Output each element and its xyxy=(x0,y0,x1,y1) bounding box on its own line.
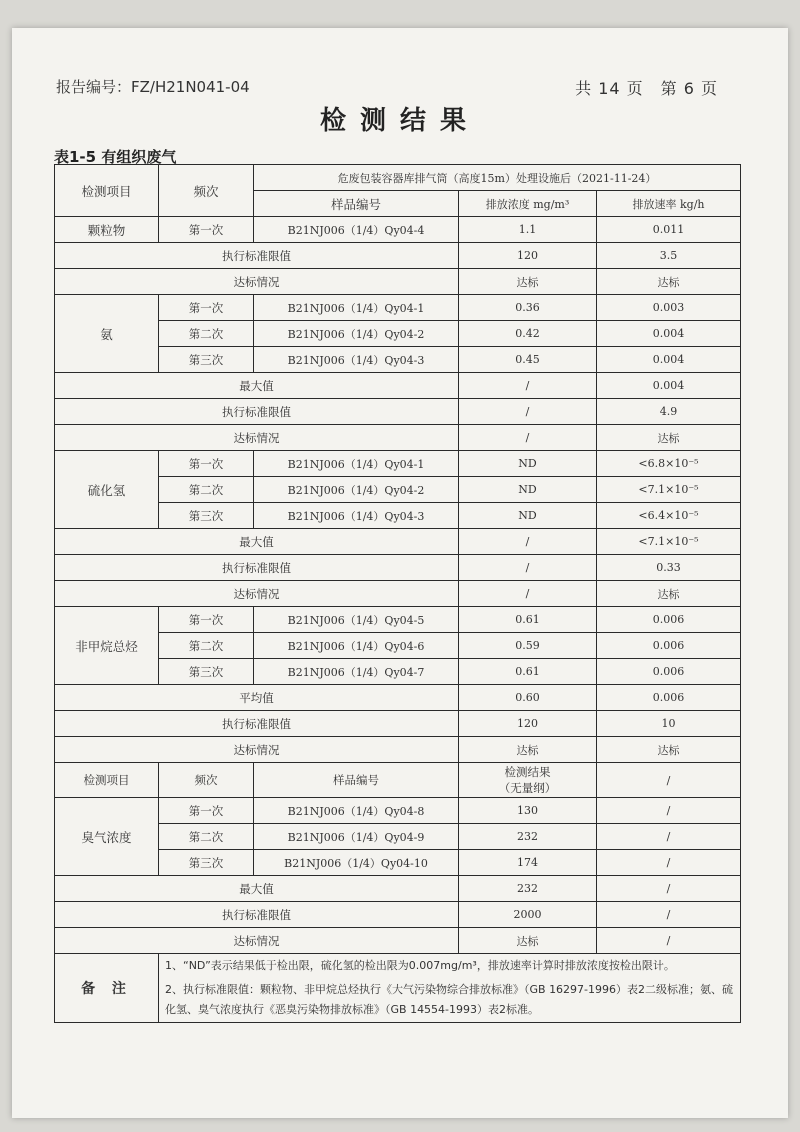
sample-id-cell: B21NJ006（1/4）Qy04-2 xyxy=(254,321,459,347)
summary-label: 执行标准限值 xyxy=(55,243,459,269)
summary-rate: 4.9 xyxy=(597,399,741,425)
summary-concentration: / xyxy=(459,555,597,581)
concentration-cell: ND xyxy=(459,503,597,529)
summary-value: 232 xyxy=(459,876,597,902)
header-frequency: 频次 xyxy=(159,165,254,217)
summary-concentration: 达标 xyxy=(459,269,597,295)
summary-row xyxy=(55,581,741,607)
frequency-cell: 第三次 xyxy=(159,503,254,529)
frequency-cell: 第三次 xyxy=(159,347,254,373)
header-concentration: 排放浓度 mg/m³ xyxy=(459,191,597,217)
summary-label: 达标情况 xyxy=(55,425,459,451)
summary-rate: 3.5 xyxy=(597,243,741,269)
report-page xyxy=(12,28,788,1118)
rate-cell: 0.006 xyxy=(597,633,741,659)
odor-header-sample-id: 样品编号 xyxy=(254,763,459,798)
summary-label: 达标情况 xyxy=(55,581,459,607)
odor-value-cell: 232 xyxy=(459,824,597,850)
summary-label: 执行标准限值 xyxy=(55,399,459,425)
pollutant-name: 氨 xyxy=(55,295,159,373)
summary-label: 达标情况 xyxy=(55,269,459,295)
summary-label: 平均值 xyxy=(55,685,459,711)
rate-cell: 0.004 xyxy=(597,347,741,373)
sample-id-cell: B21NJ006（1/4）Qy04-10 xyxy=(254,850,459,876)
summary-concentration: / xyxy=(459,373,597,399)
sample-id-cell: B21NJ006（1/4）Qy04-2 xyxy=(254,477,459,503)
frequency-cell: 第二次 xyxy=(159,477,254,503)
frequency-cell: 第一次 xyxy=(159,798,254,824)
summary-row xyxy=(55,685,741,711)
header-rate: 排放速率 kg/h xyxy=(597,191,741,217)
frequency-cell: 第一次 xyxy=(159,451,254,477)
concentration-cell: 1.1 xyxy=(459,217,597,243)
remark-line: 1、“ND”表示结果低于检出限，硫化氢的检出限为0.007mg/m³，排放速率计算时排放浓度按检出限计。 xyxy=(165,959,675,972)
remark-line: 2、执行标准限值：颗粒物、非甲烷总烃执行《大气污染物综合排放标准》（GB 16297-1996）表2二级标准；氨、硫化氢、臭气浓度执行《恶臭污染物排放标准》（GB 14554-1993）表2标准。 xyxy=(165,983,734,1016)
rate-cell: 0.006 xyxy=(597,607,741,633)
concentration-cell: 0.59 xyxy=(459,633,597,659)
frequency-cell: 第二次 xyxy=(159,633,254,659)
table-row xyxy=(55,295,741,321)
odor-summary-row xyxy=(55,876,741,902)
sample-id-cell: B21NJ006（1/4）Qy04-7 xyxy=(254,659,459,685)
summary-rate: 达标 xyxy=(597,425,741,451)
summary-row xyxy=(55,269,741,295)
rate-cell: <7.1×10⁻⁵ xyxy=(597,477,741,503)
page-count: 共 14 页 第 6 页 xyxy=(575,79,718,98)
odor-row xyxy=(55,798,741,824)
frequency-cell: 第一次 xyxy=(159,295,254,321)
rate-cell: 0.006 xyxy=(597,659,741,685)
frequency-cell: 第一次 xyxy=(159,607,254,633)
summary-rate: 0.006 xyxy=(597,685,741,711)
summary-row xyxy=(55,373,741,399)
summary-label: 最大值 xyxy=(55,529,459,555)
frequency-cell: 第一次 xyxy=(159,217,254,243)
odor-value-cell: 174 xyxy=(459,850,597,876)
sample-id-cell: B21NJ006（1/4）Qy04-5 xyxy=(254,607,459,633)
summary-rate: <7.1×10⁻⁵ xyxy=(597,529,741,555)
summary-row xyxy=(55,425,741,451)
table-row xyxy=(55,607,741,633)
concentration-cell: ND xyxy=(459,477,597,503)
concentration-cell: ND xyxy=(459,451,597,477)
frequency-cell: 第二次 xyxy=(159,824,254,850)
pollutant-name: 非甲烷总烃 xyxy=(55,607,159,685)
header-sample-id: 样品编号 xyxy=(254,191,459,217)
summary-concentration: / xyxy=(459,581,597,607)
sample-id-cell: B21NJ006（1/4）Qy04-4 xyxy=(254,217,459,243)
summary-value: 2000 xyxy=(459,902,597,928)
sample-id-cell: B21NJ006（1/4）Qy04-8 xyxy=(254,798,459,824)
odor-blank-cell: / xyxy=(597,824,741,850)
summary-row xyxy=(55,243,741,269)
sample-id-cell: B21NJ006（1/4）Qy04-6 xyxy=(254,633,459,659)
remarks-label: 备 注 xyxy=(55,954,159,1023)
summary-rate: 达标 xyxy=(597,269,741,295)
summary-concentration: 120 xyxy=(459,711,597,737)
summary-label: 最大值 xyxy=(55,876,459,902)
header-item: 检测项目 xyxy=(55,165,159,217)
summary-label: 执行标准限值 xyxy=(55,555,459,581)
sample-id-cell: B21NJ006（1/4）Qy04-1 xyxy=(254,451,459,477)
summary-row xyxy=(55,711,741,737)
summary-concentration: / xyxy=(459,399,597,425)
table-row xyxy=(55,451,741,477)
odor-summary-row xyxy=(55,902,741,928)
summary-row xyxy=(55,529,741,555)
sample-id-cell: B21NJ006（1/4）Qy04-3 xyxy=(254,503,459,529)
odor-header-blank: / xyxy=(597,763,741,798)
summary-blank: / xyxy=(597,928,741,954)
rate-cell: <6.8×10⁻⁵ xyxy=(597,451,741,477)
rate-cell: 0.004 xyxy=(597,321,741,347)
odor-header-result: 检测结果 （无量纲） xyxy=(459,763,597,798)
summary-row xyxy=(55,737,741,763)
concentration-cell: 0.61 xyxy=(459,659,597,685)
odor-header-row xyxy=(55,763,741,798)
summary-label: 达标情况 xyxy=(55,928,459,954)
concentration-cell: 0.42 xyxy=(459,321,597,347)
summary-label: 执行标准限值 xyxy=(55,902,459,928)
summary-label: 执行标准限值 xyxy=(55,711,459,737)
results-table xyxy=(54,164,741,1023)
summary-concentration: / xyxy=(459,425,597,451)
summary-concentration: 达标 xyxy=(459,737,597,763)
frequency-cell: 第三次 xyxy=(159,850,254,876)
odor-item-name: 臭气浓度 xyxy=(55,798,159,876)
summary-blank: / xyxy=(597,876,741,902)
summary-rate: 达标 xyxy=(597,581,741,607)
table-caption: 表1-5 有组织废气 xyxy=(54,148,177,166)
odor-header-item: 检测项目 xyxy=(55,763,159,798)
summary-row xyxy=(55,399,741,425)
summary-rate: 0.004 xyxy=(597,373,741,399)
concentration-cell: 0.45 xyxy=(459,347,597,373)
header-sampling-point: 危废包装容器库排气筒（高度15m）处理设施后（2021-11-24） xyxy=(254,165,741,191)
summary-value: 达标 xyxy=(459,928,597,954)
table-row xyxy=(55,217,741,243)
page-title: 检测结果 xyxy=(319,106,480,136)
summary-concentration: 0.60 xyxy=(459,685,597,711)
summary-rate: 0.33 xyxy=(597,555,741,581)
rate-cell: <6.4×10⁻⁵ xyxy=(597,503,741,529)
odor-blank-cell: / xyxy=(597,798,741,824)
concentration-cell: 0.36 xyxy=(459,295,597,321)
summary-label: 最大值 xyxy=(55,373,459,399)
sample-id-cell: B21NJ006（1/4）Qy04-9 xyxy=(254,824,459,850)
rate-cell: 0.011 xyxy=(597,217,741,243)
pollutant-name: 硫化氢 xyxy=(55,451,159,529)
frequency-cell: 第二次 xyxy=(159,321,254,347)
summary-row xyxy=(55,555,741,581)
summary-rate: 10 xyxy=(597,711,741,737)
rate-cell: 0.003 xyxy=(597,295,741,321)
remarks-content xyxy=(159,954,741,1023)
header-row xyxy=(55,165,741,191)
odor-header-frequency: 频次 xyxy=(159,763,254,798)
summary-rate: 达标 xyxy=(597,737,741,763)
pollutant-name: 颗粒物 xyxy=(55,217,159,243)
summary-label: 达标情况 xyxy=(55,737,459,763)
summary-concentration: 120 xyxy=(459,243,597,269)
report-number: 报告编号：FZ/H21N041-04 xyxy=(56,78,250,96)
odor-value-cell: 130 xyxy=(459,798,597,824)
frequency-cell: 第三次 xyxy=(159,659,254,685)
summary-concentration: / xyxy=(459,529,597,555)
odor-blank-cell: / xyxy=(597,850,741,876)
sample-id-cell: B21NJ006（1/4）Qy04-1 xyxy=(254,295,459,321)
odor-summary-row xyxy=(55,928,741,954)
remarks-row xyxy=(55,954,741,1023)
concentration-cell: 0.61 xyxy=(459,607,597,633)
sample-id-cell: B21NJ006（1/4）Qy04-3 xyxy=(254,347,459,373)
summary-blank: / xyxy=(597,902,741,928)
